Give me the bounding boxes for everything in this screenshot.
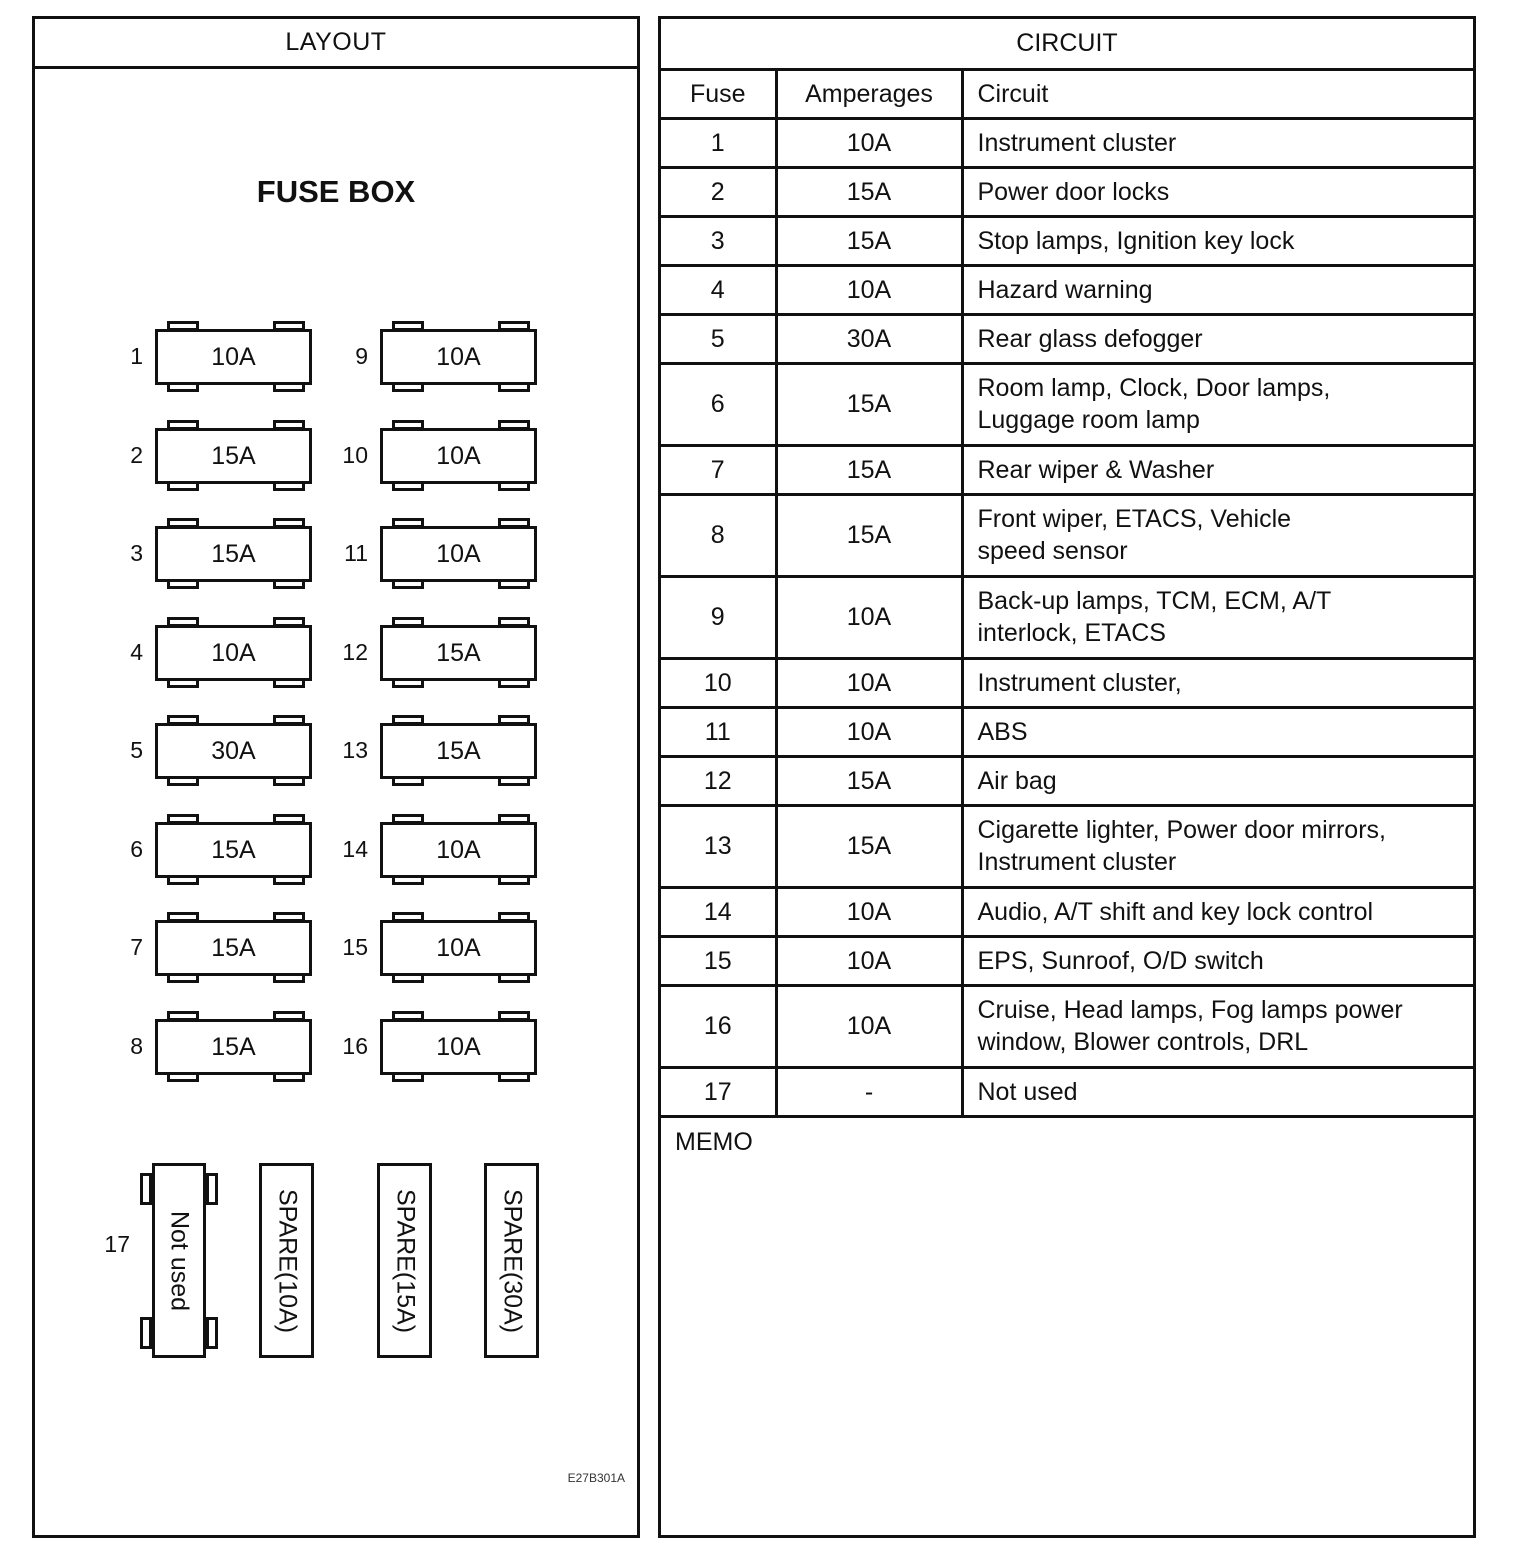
circuit-line: ABS	[977, 717, 1028, 746]
fuse-number-cell: 8	[661, 494, 776, 576]
table-row	[661, 658, 1473, 707]
fuse-amperage: 10A	[155, 329, 312, 385]
amperage-cell: -	[776, 1067, 962, 1116]
circuit-line: Air bag	[977, 766, 1057, 795]
fuse-number-cell: 13	[661, 805, 776, 887]
amperage-cell: 30A	[776, 314, 962, 363]
fuse-13	[380, 715, 537, 771]
circuit-cell	[962, 363, 1473, 445]
table-row	[661, 445, 1473, 494]
fuse-number: 8	[130, 1033, 143, 1059]
fuse-amperage: 15A	[155, 920, 312, 976]
amperage-cell: 15A	[776, 494, 962, 576]
fuse-terminal	[140, 1173, 152, 1205]
circuit-cell	[962, 805, 1473, 887]
circuit-panel	[658, 16, 1476, 1538]
amperage-cell: 15A	[776, 167, 962, 216]
circuit-line: Front wiper, ETACS, Vehicle	[977, 505, 1292, 533]
column-header-fuse: Fuse	[661, 69, 776, 118]
amperage-cell: 10A	[776, 658, 962, 707]
fuse-number: 2	[130, 442, 143, 468]
circuit-cell	[962, 707, 1473, 756]
fuse-number-cell: 7	[661, 445, 776, 494]
circuit-line: window, Blower controls, DRL	[977, 1028, 1309, 1056]
reference-code: E27B301A	[567, 1471, 625, 1485]
fuse-number: 1	[130, 343, 143, 369]
table-row	[661, 985, 1473, 1067]
fuse-number: 4	[130, 639, 143, 665]
fuse-number: 3	[130, 540, 143, 566]
amperage-cell: 10A	[776, 118, 962, 167]
table-row	[661, 707, 1473, 756]
circuit-line: Power door locks	[977, 177, 1170, 206]
fuse-16	[380, 1011, 537, 1067]
table-row	[661, 805, 1473, 887]
spare-fuse-15a	[377, 1163, 432, 1358]
fuse-14	[380, 814, 537, 870]
fuse-amperage: 10A	[380, 822, 537, 878]
table-row	[661, 756, 1473, 805]
fuse-number-cell: 15	[661, 936, 776, 985]
table-row	[661, 167, 1473, 216]
amperage-cell: 15A	[776, 756, 962, 805]
fuse-11	[380, 518, 537, 574]
layout-header: LAYOUT	[35, 19, 637, 69]
amperage-cell: 10A	[776, 985, 962, 1067]
circuit-line: Not used	[977, 1077, 1078, 1106]
fuse-amperage: 10A	[155, 625, 312, 681]
fuse-number: 11	[344, 540, 368, 566]
fuse-10	[380, 420, 537, 476]
circuit-line: Back-up lamps, TCM, ECM, A/T	[977, 587, 1332, 615]
fuse-amperage: 15A	[155, 428, 312, 484]
amperage-cell: 10A	[776, 936, 962, 985]
circuit-cell	[962, 167, 1473, 216]
circuit-cell	[962, 985, 1473, 1067]
amperage-cell: 10A	[776, 707, 962, 756]
fuse-number-cell: 1	[661, 118, 776, 167]
circuit-line: EPS, Sunroof, O/D switch	[977, 946, 1264, 975]
fuse-box-title: FUSE BOX	[256, 174, 416, 209]
amperage-cell: 15A	[776, 363, 962, 445]
circuit-line: Instrument cluster,	[977, 668, 1182, 697]
spare-label: SPARE(30A)	[498, 1188, 526, 1333]
amperage-cell: 15A	[776, 216, 962, 265]
fuse-12	[380, 617, 537, 673]
fuse-6	[155, 814, 312, 870]
circuit-cell	[962, 445, 1473, 494]
fuse-number: 10	[342, 442, 368, 468]
circuit-cell	[962, 1067, 1473, 1116]
circuit-table	[661, 19, 1473, 1118]
circuit-header: CIRCUIT	[661, 19, 1473, 69]
table-row	[661, 887, 1473, 936]
circuit-cell	[962, 887, 1473, 936]
column-header-amperages: Amperages	[776, 69, 962, 118]
circuit-cell	[962, 936, 1473, 985]
fuse-amperage: 30A	[155, 723, 312, 779]
table-row	[661, 576, 1473, 658]
circuit-line: Rear glass defogger	[977, 324, 1203, 353]
fuse-15	[380, 912, 537, 968]
circuit-line: Instrument cluster	[977, 128, 1177, 157]
circuit-cell	[962, 216, 1473, 265]
circuit-line: Cruise, Head lamps, Fog lamps power	[977, 996, 1403, 1024]
fuse-17	[152, 1163, 206, 1358]
memo-label: MEMO	[675, 1127, 753, 1156]
table-row	[661, 936, 1473, 985]
amperage-cell: 15A	[776, 805, 962, 887]
fuse-number: 17	[104, 1231, 130, 1257]
circuit-cell	[962, 314, 1473, 363]
fuse-number: 14	[342, 836, 368, 862]
fuse-9	[380, 321, 537, 377]
table-row	[661, 265, 1473, 314]
circuit-cell	[962, 658, 1473, 707]
spare-label: SPARE(15A)	[391, 1188, 419, 1333]
fuse-number-cell: 6	[661, 363, 776, 445]
fuse-3	[155, 518, 312, 574]
fuse-number: 6	[130, 836, 143, 862]
fuse-amperage: 15A	[380, 625, 537, 681]
fuse-number: 9	[355, 343, 368, 369]
fuse-number-cell: 14	[661, 887, 776, 936]
fuse-number-cell: 12	[661, 756, 776, 805]
fuse-amperage: 10A	[380, 920, 537, 976]
fuse-1	[155, 321, 312, 377]
fuse-number: 12	[342, 639, 368, 665]
amperage-cell: 10A	[776, 265, 962, 314]
fuse-number: 16	[342, 1033, 368, 1059]
table-row	[661, 363, 1473, 445]
fuse-number: 7	[130, 934, 143, 960]
fuse-number-cell: 10	[661, 658, 776, 707]
fuse-number-cell: 4	[661, 265, 776, 314]
fuse-number: 13	[342, 737, 368, 763]
fuse-terminal	[206, 1317, 218, 1349]
circuit-line: Instrument cluster	[977, 848, 1177, 876]
fuse-5	[155, 715, 312, 771]
fuse-amperage: 15A	[155, 1019, 312, 1075]
fuse-4	[155, 617, 312, 673]
spare-label: SPARE(10A)	[273, 1188, 301, 1333]
fuse-amperage: 15A	[155, 822, 312, 878]
table-row	[661, 216, 1473, 265]
circuit-line: Luggage room lamp	[977, 406, 1200, 434]
fuse-amperage: 10A	[380, 329, 537, 385]
fuse-2	[155, 420, 312, 476]
spare-fuse-30a	[484, 1163, 539, 1358]
fuse-amperage: 10A	[380, 428, 537, 484]
circuit-line: Room lamp, Clock, Door lamps,	[977, 374, 1331, 402]
fuse-amperage: 10A	[380, 1019, 537, 1075]
fuse-number-cell: 3	[661, 216, 776, 265]
table-row	[661, 314, 1473, 363]
circuit-cell	[962, 576, 1473, 658]
circuit-line: Stop lamps, Ignition key lock	[977, 226, 1295, 255]
circuit-cell	[962, 494, 1473, 576]
fuse-amperage: 15A	[155, 526, 312, 582]
fuse-number-cell: 5	[661, 314, 776, 363]
amperage-cell: 10A	[776, 576, 962, 658]
fuse-number-cell: 17	[661, 1067, 776, 1116]
circuit-line: Audio, A/T shift and key lock control	[977, 897, 1374, 926]
table-row	[661, 118, 1473, 167]
fuse-terminal	[206, 1173, 218, 1205]
circuit-line: speed sensor	[977, 537, 1128, 565]
circuit-line: Rear wiper & Washer	[977, 455, 1215, 484]
fuse-number: 15	[342, 934, 368, 960]
fuse-terminal	[140, 1317, 152, 1349]
fuse-7	[155, 912, 312, 968]
fuse-number-cell: 9	[661, 576, 776, 658]
column-header-circuit: Circuit	[962, 69, 1473, 118]
layout-panel	[32, 16, 640, 1538]
circuit-cell	[962, 756, 1473, 805]
fuse-number-cell: 11	[661, 707, 776, 756]
fuse-number-cell: 16	[661, 985, 776, 1067]
fuse-number: 5	[130, 737, 143, 763]
circuit-cell	[962, 265, 1473, 314]
fuse-8	[155, 1011, 312, 1067]
circuit-line: Cigarette lighter, Power door mirrors,	[977, 816, 1386, 844]
amperage-cell: 10A	[776, 887, 962, 936]
circuit-cell	[962, 118, 1473, 167]
fuse-amperage: 15A	[380, 723, 537, 779]
table-row	[661, 1067, 1473, 1116]
circuit-line: interlock, ETACS	[977, 619, 1166, 647]
amperage-cell: 15A	[776, 445, 962, 494]
fuse-amperage: 10A	[380, 526, 537, 582]
spare-fuse-10a	[259, 1163, 314, 1358]
fuse-number-cell: 2	[661, 167, 776, 216]
circuit-line: Hazard warning	[977, 275, 1153, 304]
table-row	[661, 494, 1473, 576]
fuse-label: Not used	[165, 1210, 194, 1311]
